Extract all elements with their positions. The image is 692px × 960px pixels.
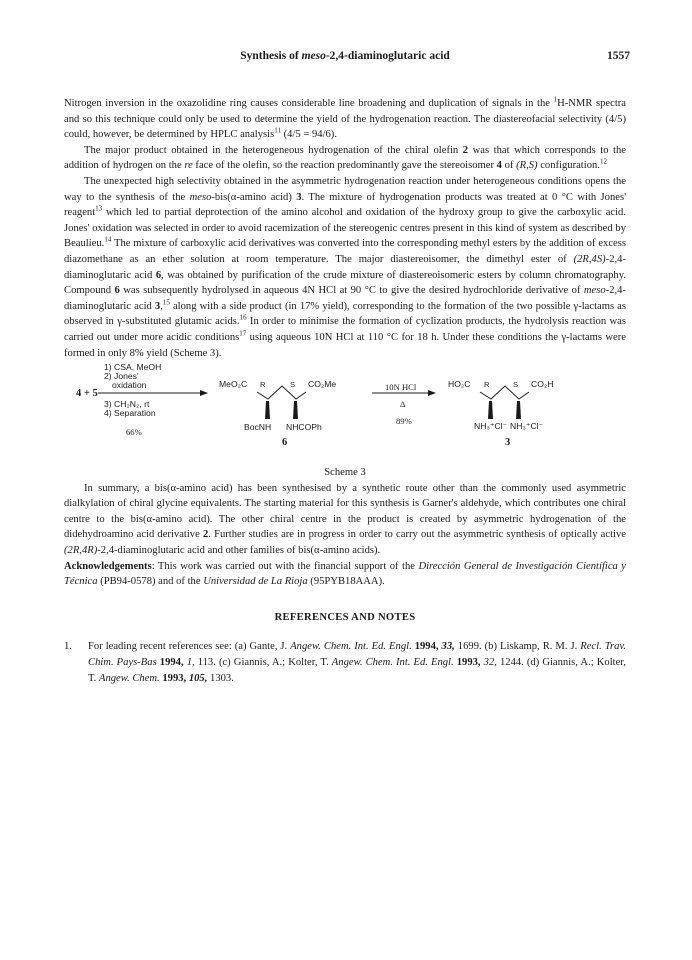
compound-3-wedge-right — [516, 401, 521, 419]
page-number: 1557 — [607, 50, 630, 62]
compound-3-number: 3 — [505, 437, 511, 449]
paragraph-major-product: The major product obtained in the heterogeneous hydrogenation of the chiral olefin 2 was that which corresponds to the addition of hydrogen on the re face of the olefin, so the reaction predominantly gave the stereoisomer 4 of (R,S) configuration.$^{12}$ — [64, 144, 627, 172]
condition-4: 4) Separation — [104, 408, 156, 419]
running-title: Synthesis of meso-2,4-diaminoglutaric acid — [240, 50, 450, 62]
paragraph-selectivity: The unexpected high selectivity obtained in the asymmetric hydrogenation reaction under heterogeneous conditions opens the way to the synthesis of the meso-bis(α-amino acid) 3. The mixture of hydrogenation products was treated at 0 °C with Jones' reagent$^{13}$ which led to partial deprotection of the amino alcohol and oxidation of the hydroxy group to give the carboxylic acid. Jones' oxidation was selected in order to avoid racemization of the stereogenic centres present in this kind of system as described by Beaulieu.$^{14}$ The mixture of carboxylic acid derivatives was converted into the corresponding methyl esters by the addition of excess diazomethane as an ether solution at room temperature. The major diastereoisomer, the dimethyl ester of (2R,4S)-2,4-diaminoglutaric acid 6, was obtained by purification of the crude mixture of diastereoisomeric esters by column chromatography. Compound 6 was subsequently hydrolysed in aqueous 4N HCl at 90 °C to give the desired hydrochloride derivative of meso-2,4-diaminoglutaric acid 3,15 along with a side product (in 17% yield), corresponding to the formation of the two possible γ-lactams as observed in γ-substituted glutamic acids.$^{16}$ In order to minimise the formation of cyclization products, the hydrolysis reaction was carried out under more acidic conditions$^{17}$ using aqueous 10N HCl at 110 °C for 18 h. Under these conditions the γ-lactams were formed in only 8% yield (Scheme 3). — [64, 175, 626, 359]
reference-item — [64, 639, 626, 686]
condition-3: 3) CH₂N₂, rt — [104, 399, 150, 410]
paragraph-summary: In summary, a bis(α-amino acid) has been synthesised by a synthetic route other than the commonly used asymmetric dialkylation of chiral glycine equivalents. The starting material for this synthesis is Garner's aldehyde, which contributes one chiral centre to the bis(α-amino acid). The other chiral centre in the product is created by asymmetric hydrogenation of the didehydroamino acid derivative 2. Further studies are in progress in order to carry out the asymmetric synthesis of optically active (2R,4R)-2,4-diaminoglutaric acid and other families of bis(α-amino acids). — [64, 482, 626, 557]
step-2-reagent: 10N HCl — [385, 382, 417, 393]
reaction-scheme — [64, 362, 626, 465]
reference-number: 1. — [64, 641, 72, 653]
running-header — [60, 50, 630, 66]
compound-3-acid-left: HO₂C — [448, 379, 471, 390]
compound-3-ammonium-right: NH₃⁺Cl⁻ — [510, 421, 544, 432]
condition-1: 1) CSA, MeOH — [104, 362, 162, 373]
compound-6-ester-left: MeO₂C — [219, 379, 248, 390]
compound-3-wedge-left — [488, 401, 493, 419]
compound-3-ammonium-left: NH₃⁺Cl⁻ — [474, 421, 508, 432]
compound-3-acid-right: CO₂H — [531, 379, 554, 390]
compound-6-r-label: R — [260, 380, 266, 390]
yield-step-1: 66% — [126, 427, 142, 438]
acknowledgements: Acknowledgements: This work was carried out with the financial support of the Dirección General de Investigación Científica y Técnica (PB94-0578) and of the Universidad de La Rioja (95PYB18AAA). — [64, 560, 626, 588]
reactants-label: 4 + 5 — [76, 388, 98, 400]
compound-6-ester-right: CO₂Me — [308, 379, 337, 390]
paragraph-nmr: Nitrogen inversion in the oxazolidine ring causes considerable line broadening and duplication of signals in the $^1$H-NMR spectra and so this technique could only be used to determine the yield of the hydrogenation reaction. The diastereofacial selectivity (4/5) could, however, be determined by HPLC analysis$^{11}$ (4/5 = 94/6). — [64, 95, 626, 141]
compound-6-wedge-left — [265, 401, 270, 419]
references-heading: REFERENCES AND NOTES — [274, 611, 416, 623]
compound-6-wedge-right — [293, 401, 298, 419]
condition-2-cont: oxidation — [112, 380, 147, 391]
compound-6-s-label: S — [290, 380, 296, 390]
article-body — [64, 96, 626, 686]
compound-3-r-label: R — [484, 380, 490, 390]
reaction-arrow-1-head — [200, 390, 208, 396]
reaction-arrow-2-head — [428, 390, 436, 396]
compound-3-s-label: S — [513, 380, 519, 390]
condition-2: 2) Jones' — [104, 371, 139, 382]
compound-6-number: 6 — [282, 437, 288, 449]
compound-6-benzamide: NHCOPh — [286, 422, 322, 433]
yield-step-2: 89% — [396, 416, 412, 427]
step-2-heat: Δ — [400, 399, 406, 410]
compound-6-boc-amine: BocNH — [244, 422, 272, 433]
reference-text: For leading recent references see: (a) Gante, J. Angew. Chem. Int. Ed. Engl. 1994, 33, 1699. (b) Liskamp, R. M. J. Recl. Trav. Chim. Pays-Bas 1994, 1, 113. (c) Giannis, A.; Kolter, T. Angew. Chem. Int. Ed. Engl. 1993, 32, 1244. (d) Giannis, A.; Kolter, T. Angew. Chem. 1993, 105, 1303. — [88, 641, 627, 684]
scheme-caption: Scheme 3 — [324, 467, 366, 479]
